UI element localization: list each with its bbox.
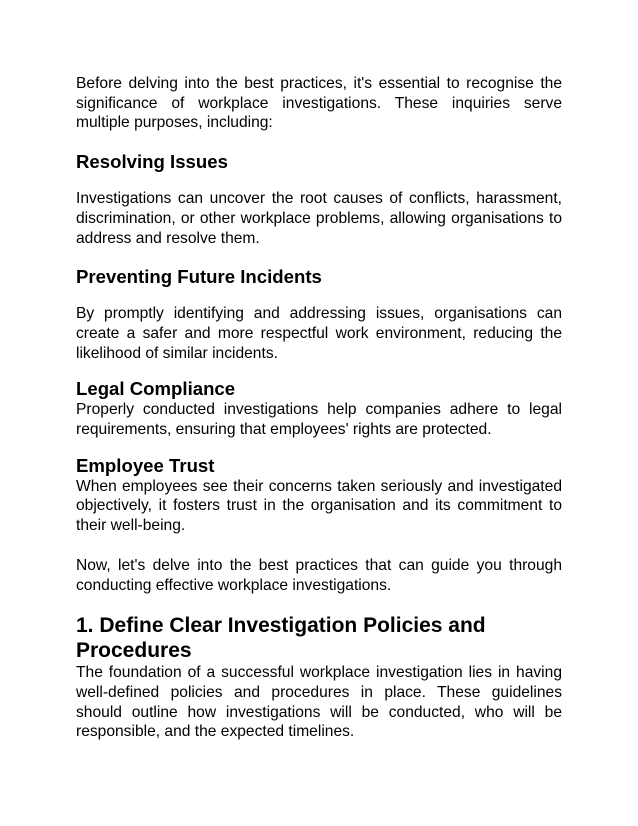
- intro-paragraph: Before delving into the best practices, it's essential to recognise the significance of workplace investigations. These inquiries serve multiple purposes, including:: [76, 75, 562, 132]
- document-page: [76, 74, 562, 742]
- paragraph-employee-trust: When employees see their concerns taken seriously and investigated objectively, it fosters trust in the organisation and its commitment to their well-being.: [76, 477, 562, 535]
- paragraph-practice-1: The foundation of a successful workplace investigation lies in having well-defined policies and procedures in place. These guidelines should outline how investigations will be conducted, who will be responsible, and the expected timelines.: [76, 664, 562, 741]
- heading-practice-1: 1. Define Clear Investigation Policies and Procedures: [76, 614, 486, 663]
- heading-resolving-issues: Resolving Issues: [76, 151, 228, 173]
- paragraph-legal-compliance: Properly conducted investigations help companies adhere to legal requirements, ensuring that employees' rights are protected.: [76, 401, 562, 439]
- heading-employee-trust: Employee Trust: [76, 454, 215, 476]
- heading-preventing-future-incidents: Preventing Future Incidents: [76, 266, 322, 288]
- paragraph-resolving-issues: Investigations can uncover the root causes of conflicts, harassment, discrimination, or other workplace problems, allowing organisations to address and resolve them.: [76, 190, 562, 247]
- heading-legal-compliance: Legal Compliance: [76, 378, 236, 400]
- paragraph-preventing-future-incidents: By promptly identifying and addressing issues, organisations can create a safer and more respectful work environment, reducing the likelihood of similar incidents.: [76, 305, 562, 362]
- transition-paragraph: Now, let's delve into the best practices that can guide you through conducting effective workplace investigations.: [76, 556, 562, 594]
